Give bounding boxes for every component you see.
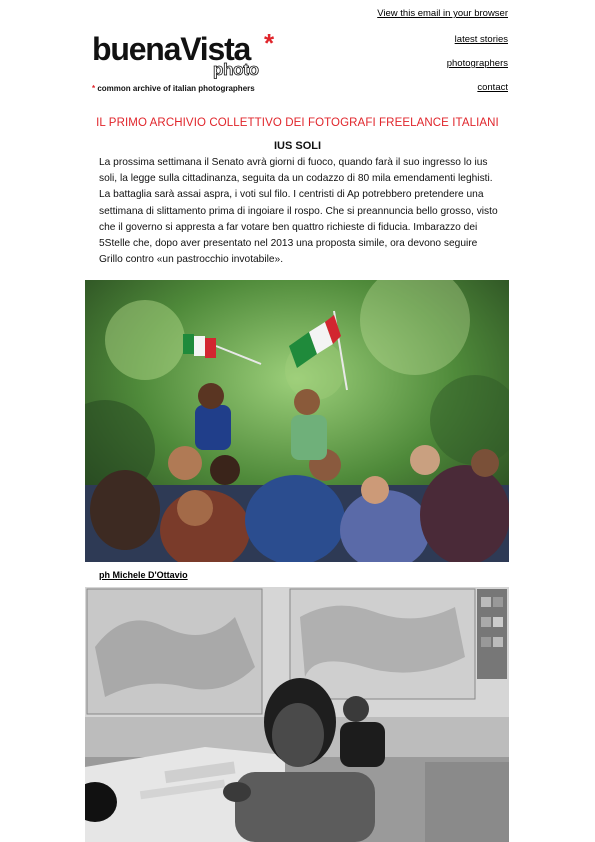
tagline-asterisk-icon: * bbox=[92, 84, 96, 93]
view-in-browser-link[interactable]: View this email in your browser bbox=[377, 8, 508, 19]
newsletter-headline: IL PRIMO ARCHIVIO COLLETTIVO DEI FOTOGRAFI FREELANCE ITALIANI bbox=[96, 117, 499, 129]
photo-credit-link[interactable]: ph Michele D'Ottavio bbox=[99, 570, 188, 580]
crowd-flags-image bbox=[85, 280, 509, 562]
logo-asterisk-icon: * bbox=[264, 28, 275, 58]
crowd-flags-photo[interactable] bbox=[85, 280, 509, 562]
nav-contact[interactable]: contact bbox=[477, 82, 508, 93]
logo-wordmark: buenaVista bbox=[92, 31, 251, 67]
nav-latest-stories[interactable]: latest stories bbox=[454, 34, 508, 45]
nav-photographers[interactable]: photographers bbox=[446, 58, 508, 69]
classroom-image bbox=[85, 587, 509, 842]
logo-photo-word: photo bbox=[213, 60, 259, 79]
article-title: IUS SOLI bbox=[273, 140, 322, 152]
logo-tagline bbox=[92, 84, 255, 93]
classroom-photo[interactable] bbox=[85, 587, 509, 842]
article-body: La prossima settimana il Senato avrà giorni di fuoco, quando farà il suo ingresso lo ius soli, la legge sulla cittadinanza, seguita da un codazzo di 80 mila emendamenti leghisti. La battaglia sarà assai aspra, i voti sul filo. I centristi di Ap potrebbero pretendere una settimana di slittamento prima di ingoiare il rospo. Che si preannuncia bello grosso, visto che il governo si appresta a far votare ben quattro richieste di fiducia. Imbarazzo dei 5Stelle che, dopo aver presentato nel 2013 una proposta simile, ora devono seguire Grillo contro «un pastrocchio invotabile». bbox=[99, 157, 498, 266]
tagline-text: common archive of italian photographers bbox=[95, 84, 255, 93]
